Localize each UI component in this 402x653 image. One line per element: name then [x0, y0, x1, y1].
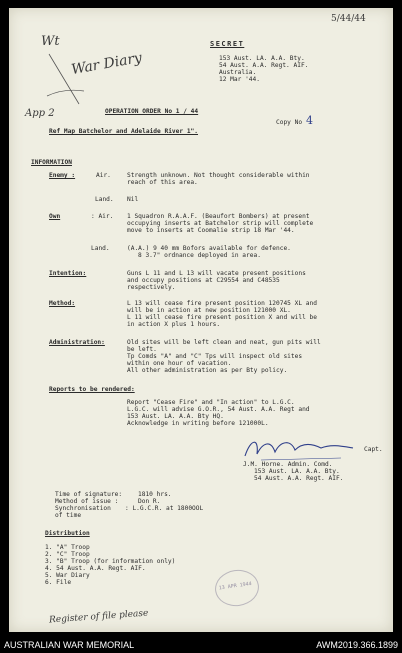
admin-text-5: All other administration as per Bty policy. — [127, 367, 288, 374]
footer-institution: AUSTRALIAN WAR MEMORIAL — [4, 640, 135, 650]
admin-text-2: be left. — [127, 346, 157, 353]
unit-line-4: 12 Mar '44. — [219, 76, 260, 83]
copy-label: Copy No — [276, 119, 303, 126]
enemy-air-label: Air. — [96, 172, 111, 179]
own-air-label: : Air. — [91, 213, 114, 220]
reports-text-4: Acknowledge in writing before 121000L. — [127, 420, 269, 427]
reports-text-3: 153 Aust. LA. A.A. Bty HQ. — [127, 413, 224, 420]
intention-text-3: respectively. — [127, 284, 176, 291]
stamp-text: 13 APR 1944 — [218, 580, 253, 592]
handwritten-strokes — [9, 8, 393, 128]
footer-accession-number: AWM2019.366.1899 — [316, 640, 398, 650]
own-air-text-1: 1 Squadron R.A.A.F. (Beaufort Bombers) at present — [127, 213, 310, 220]
copy-number: 4 — [306, 114, 313, 127]
intention-text-1: Guns L 11 and L 13 will vacate present positions — [127, 270, 306, 277]
enemy-air-text-1: Strength unknown. Not thought considerable within — [127, 172, 310, 179]
unit-line-1: 153 Aust. LA. A.A. Bty. — [219, 55, 305, 62]
distribution-item: 4. 54 Aust. A.A. Regt. AIF. — [45, 565, 146, 572]
method-text-1: L 13 will cease fire present position 120745 XL and — [127, 300, 317, 307]
archive-footer — [0, 637, 402, 653]
distribution-item: 3. "B" Troop (for information only) — [45, 558, 176, 565]
synchronisation-value: : L.G.C.R. at 1800OOL — [125, 505, 204, 512]
handwritten-initials: Wt — [41, 34, 60, 49]
own-land-label: Land. — [91, 245, 110, 252]
admin-text-3: Tp Comds "A" and "C" Tps will inspect old sites — [127, 353, 303, 360]
received-stamp — [213, 567, 262, 609]
reference-map: Ref Map Batchelor and Adelaide River 1". — [49, 128, 199, 135]
synchronisation-label: Synchronisation — [55, 505, 111, 512]
method-text-4: in action X plus 1 hours. — [127, 321, 221, 328]
intention-label: Intention: — [49, 270, 87, 277]
own-land-text-1: (A.A.) 9 40 mm Bofors available for defence. — [127, 245, 291, 252]
signature-line-2: 153 Aust. LA. A.A. Bty. — [254, 468, 340, 475]
own-label: Own — [49, 213, 61, 220]
distribution-item: 2. "C" Troop — [45, 551, 90, 558]
information-heading: INFORMATION — [31, 159, 72, 166]
administration-label: Administration: — [49, 339, 105, 346]
enemy-land-label: Land. — [95, 196, 114, 203]
reports-label: Reports to be rendered: — [49, 386, 135, 393]
reports-text-1: Report "Cease Fire" and "In action" to L.G.C. — [127, 399, 295, 406]
handwritten-appendix: App 2 — [25, 108, 55, 119]
reports-text-2: L.G.C. will advise G.O.R., 54 Aust. A.A. Regt and — [127, 406, 310, 413]
method-of-issue-label: Method of issue : — [55, 498, 119, 505]
method-label: Method: — [49, 300, 76, 307]
handwritten-register-note: Register of file please — [48, 608, 149, 626]
time-of-signature-label: Time of signature: — [55, 491, 123, 498]
admin-text-1: Old sites will be left clean and neat, gun pits will — [127, 339, 321, 346]
signature-mark — [241, 434, 361, 464]
own-air-text-2: occupying inserts at Batchelor strip will complete — [127, 220, 314, 227]
distribution-item: 6. File — [45, 579, 72, 586]
corner-reference: 5/44/44 — [331, 14, 366, 24]
distribution-item: 1. "A" Troop — [45, 544, 90, 551]
enemy-air-text-2: reach of this area. — [127, 179, 198, 186]
unit-line-3: Australia. — [219, 69, 257, 76]
enemy-label: Enemy : — [49, 172, 76, 179]
method-text-2: will be in action at new position 121000 XL. — [127, 307, 291, 314]
own-air-text-3: move to inserts at Coomalie strip 18 Mar '44. — [127, 227, 295, 234]
handwritten-war-diary: War Diary — [70, 49, 144, 79]
method-of-issue-value: Don R. — [138, 498, 161, 505]
classification-label: SECRET — [210, 40, 245, 48]
synchronisation-label-2: of time — [55, 512, 82, 519]
signature-line-1: J.M. Horne. Admin. Comd. — [243, 461, 333, 468]
distribution-item: 5. War Diary — [45, 572, 90, 579]
signature-title: Capt. — [364, 446, 383, 453]
intention-text-2: and occupy positions at C29554 and C48535 — [127, 277, 280, 284]
order-title: OPERATION ORDER No 1 / 44 — [105, 108, 199, 115]
distribution-heading: Distribution — [45, 530, 90, 537]
signature-line-3: 54 Aust. A.A. Regt. AIF. — [254, 475, 344, 482]
own-land-text-2: 8 3.7" ordnance deployed in area. — [138, 252, 261, 259]
document-page — [9, 8, 393, 632]
unit-line-2: 54 Aust. A.A. Regt. AIF. — [219, 62, 309, 69]
method-text-3: L 11 will cease fire present position X and will be — [127, 314, 317, 321]
time-of-signature-value: 1810 hrs. — [138, 491, 172, 498]
enemy-land-text: Nil — [127, 196, 139, 203]
admin-text-4: within one hour of vacation. — [127, 360, 232, 367]
